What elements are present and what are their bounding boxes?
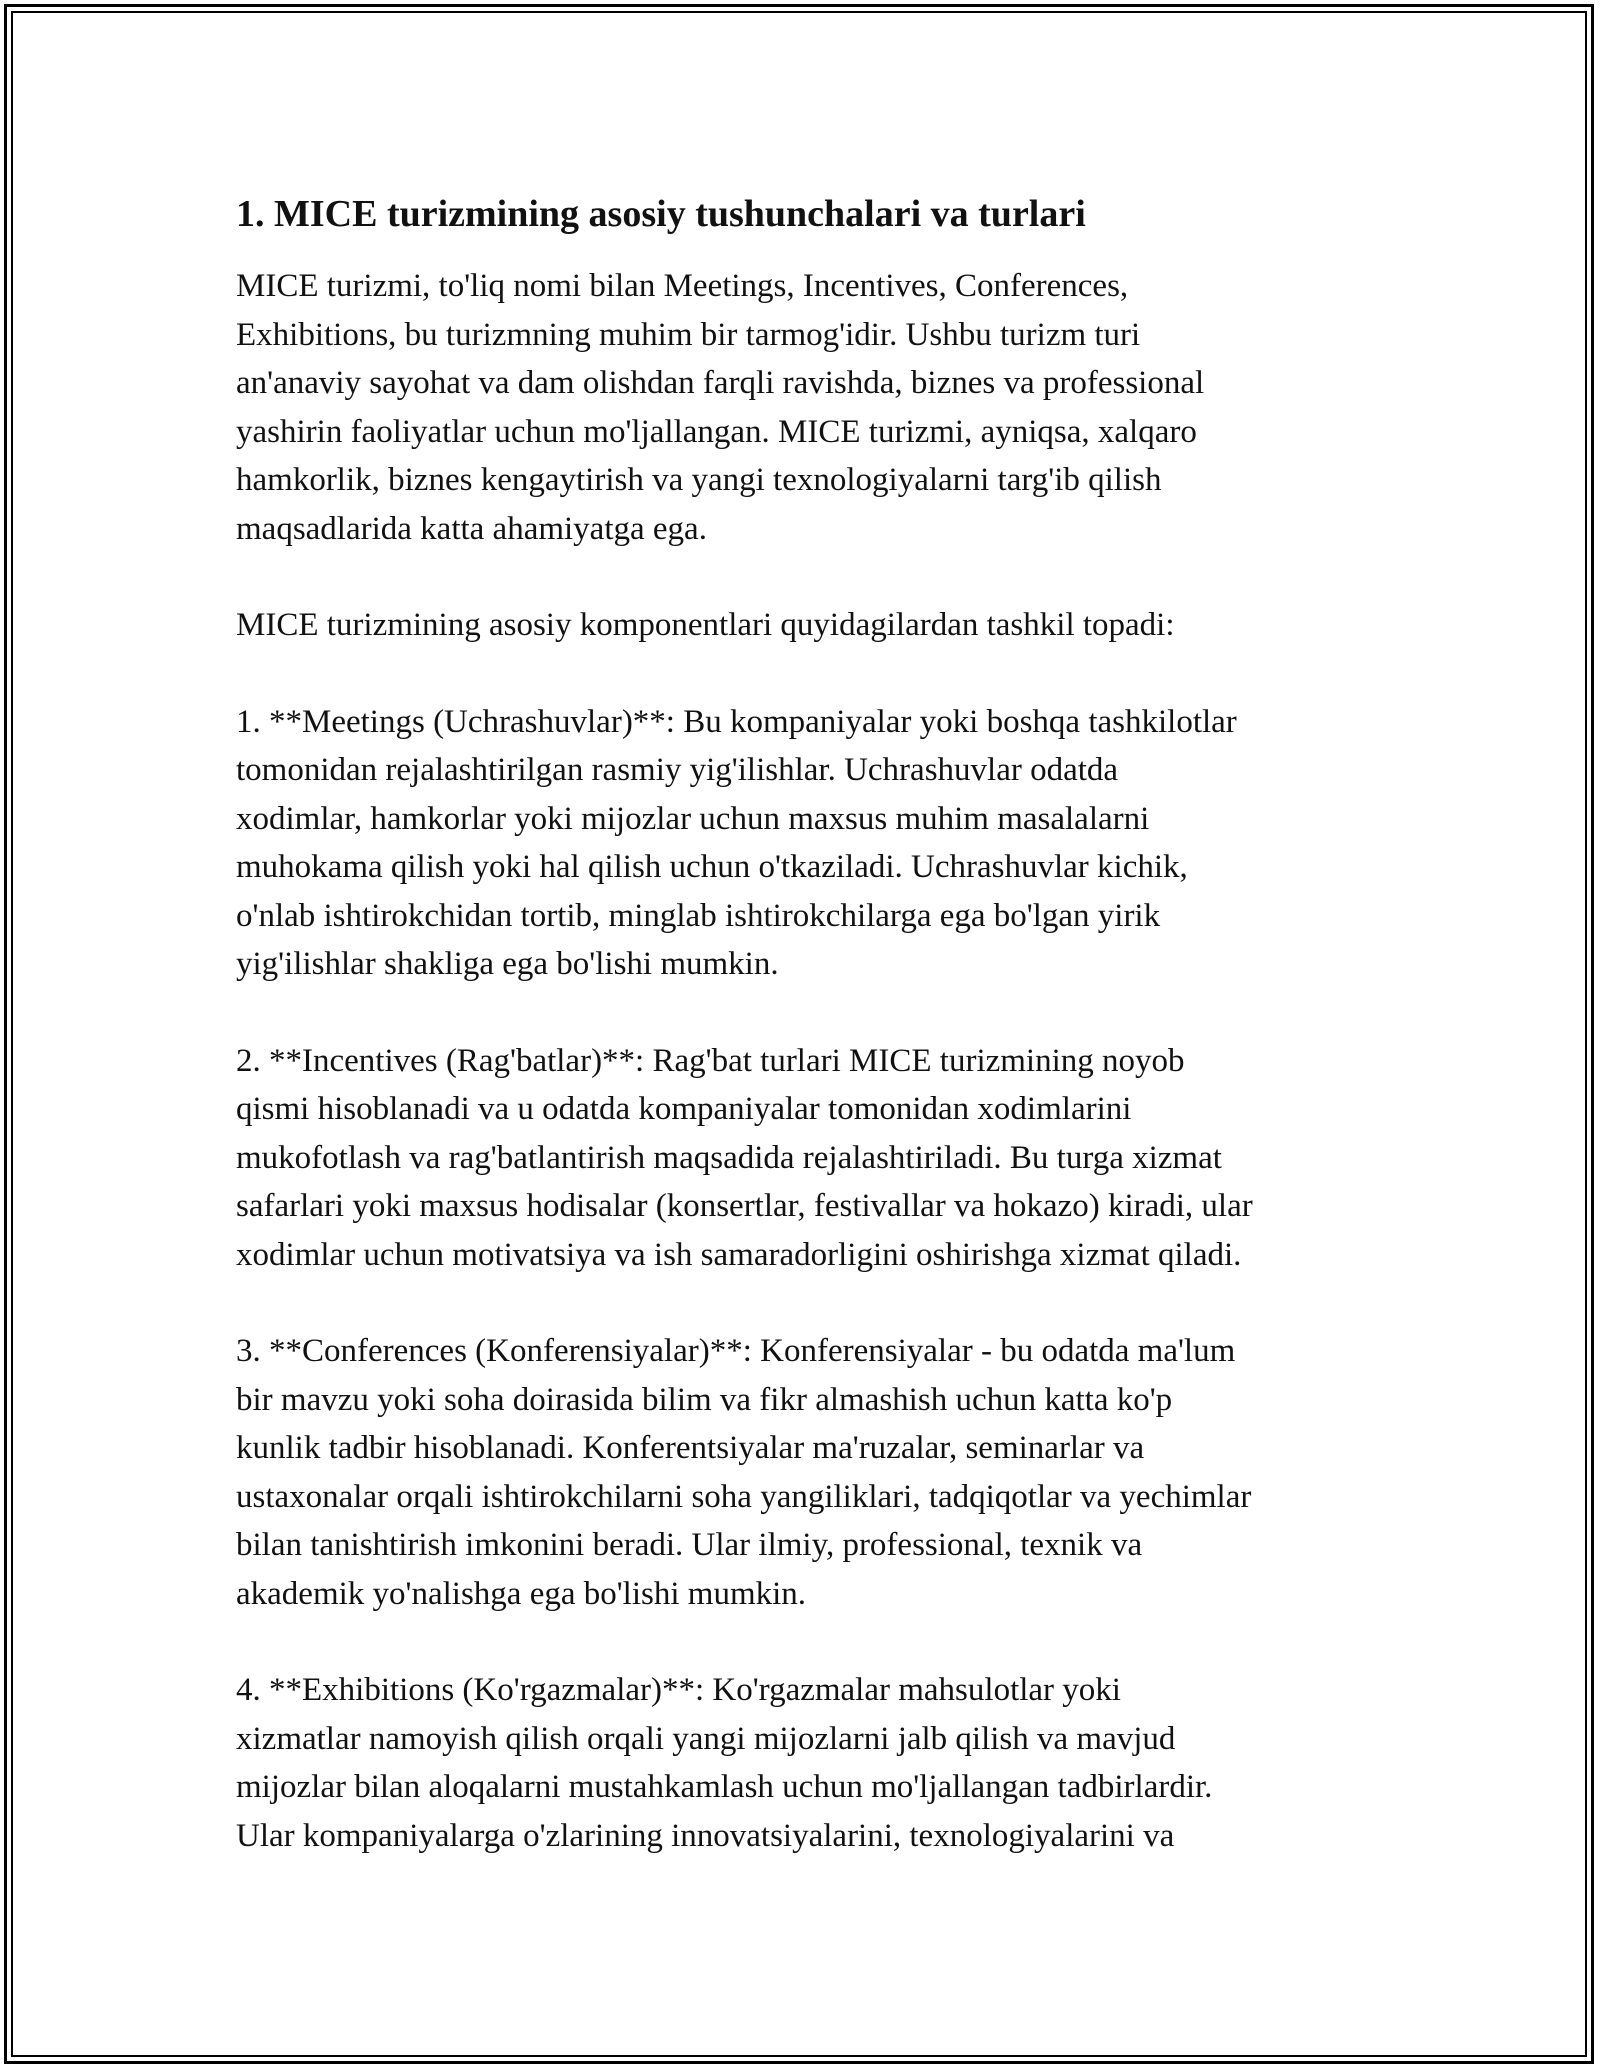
conferences-paragraph [236, 1327, 1376, 1618]
exhibitions-paragraph [236, 1666, 1376, 1860]
text-line: muhokama qilish yoki hal qilish uchun o'tkaziladi. Uchrashuvlar kichik, [236, 849, 1188, 885]
text-line: xodimlar uchun motivatsiya va ish samaradorligini oshirishga xizmat qiladi. [236, 1236, 1242, 1273]
text-line: 1. **Meetings (Uchrashuvlar)**: Bu kompaniyalar yoki boshqa tashkilotlar [236, 703, 1237, 740]
text-line: mijozlar bilan aloqalarni mustahkamlash uchun mo'ljallangan tadbirlardir. [236, 1769, 1213, 1805]
section-heading: 1. MICE turizmining asosiy tushunchalari va turlari [236, 193, 1086, 235]
text-line: MICE turizmi, to'liq nomi bilan Meetings, Incentives, Conferences, [236, 268, 1129, 304]
meetings-paragraph [236, 698, 1376, 989]
text-line: o'nlab ishtirokchidan tortib, minglab ishtirokchilarga ega bo'lgan yirik [236, 897, 1161, 934]
text-line: MICE turizmining asosiy komponentlari quyidagilardan tashkil topadi: [236, 607, 1175, 643]
text-line: maqsadlarida katta ahamiyatga ega. [236, 510, 707, 547]
text-line: tomonidan rejalashtirilgan rasmiy yig'ilishlar. Uchrashuvlar odatda [236, 752, 1119, 788]
text-line: 2. **Incentives (Rag'batlar)**: Rag'bat turlari MICE turizmining noyob [236, 1042, 1185, 1079]
text-line: qismi hisoblanadi va u odatda kompaniyalar tomonidan xodimlarini [236, 1091, 1132, 1127]
text-line: xodimlar, hamkorlar yoki mijozlar uchun maxsus muhim masalalarni [236, 800, 1150, 837]
text-line: yig'ilishlar shakliga ega bo'lishi mumkin. [236, 946, 779, 982]
text-line: mukofotlash va rag'batlantirish maqsadida rejalashtiriladi. Bu turga xizmat [236, 1139, 1222, 1176]
text-line: 3. **Conferences (Konferensiyalar)**: Konferensiyalar - bu odatda ma'lum [236, 1333, 1236, 1369]
text-line: safarlari yoki maxsus hodisalar (konsertlar, festivallar va hokazo) kiradi, ular [236, 1188, 1253, 1224]
text-line: bilan tanishtirish imkonini beradi. Ular ilmiy, professional, texnik va [236, 1527, 1143, 1563]
text-line: ustaxonalar orqali ishtirokchilarni soha yangiliklari, tadqiqotlar va yechimlar [236, 1478, 1252, 1515]
text-line: xizmatlar namoyish qilish orqali yangi mijozlarni jalb qilish va mavjud [236, 1720, 1176, 1757]
text-line: akademik yo'nalishga ega bo'lishi mumkin. [236, 1575, 807, 1612]
text-line: an'anaviy sayohat va dam olishdan farqli ravishda, biznes va professional [236, 365, 1205, 401]
text-line: bir mavzu yoki soha doirasida bilim va fikr almashish uchun katta ko'p [236, 1381, 1173, 1418]
text-line: Exhibitions, bu turizmning muhim bir tarmog'idir. Ushbu turizm turi [236, 316, 1141, 353]
document-body [236, 186, 1376, 1860]
intro-paragraph [236, 262, 1376, 553]
text-line: hamkorlik, biznes kengaytirish va yangi texnologiyalarni targ'ib qilish [236, 462, 1162, 498]
incentives-paragraph [236, 1037, 1376, 1280]
components-intro-paragraph [236, 601, 1376, 650]
text-line: 4. **Exhibitions (Ko'rgazmalar)**: Ko'rgazmalar mahsulotlar yoki [236, 1672, 1121, 1708]
text-line: yashirin faoliyatlar uchun mo'ljallangan. MICE turizmi, ayniqsa, xalqaro [236, 413, 1197, 450]
text-line: kunlik tadbir hisoblanadi. Konferentsiyalar ma'ruzalar, seminarlar va [236, 1430, 1145, 1466]
text-line: Ular kompaniyalarga o'zlarining innovatsiyalarini, texnologiyalarini va [236, 1817, 1175, 1854]
